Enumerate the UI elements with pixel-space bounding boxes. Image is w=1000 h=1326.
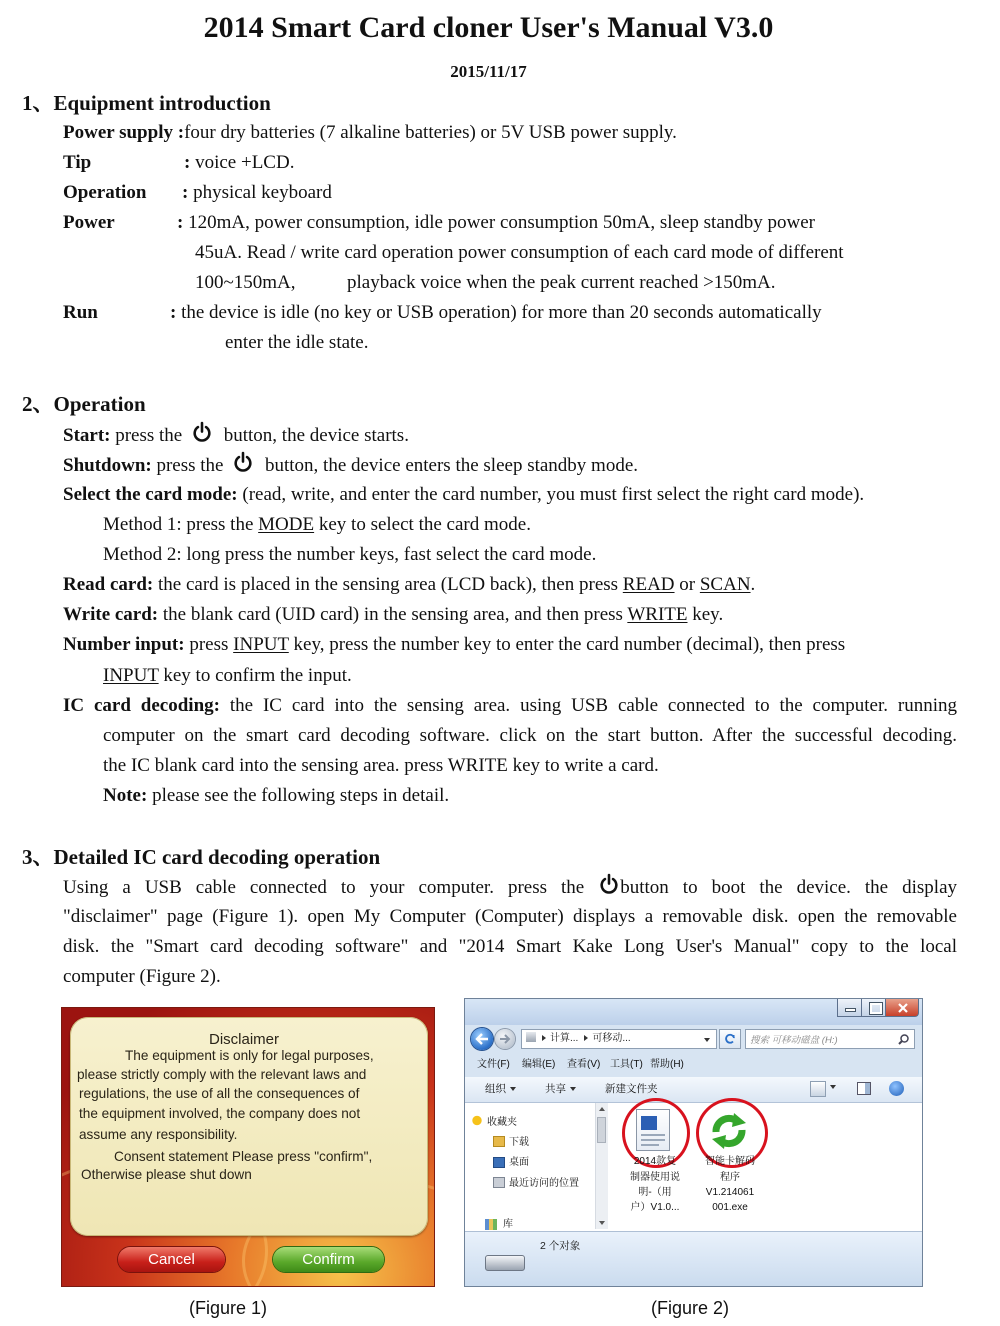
menu-file[interactable]: 文件(F) [477,1059,510,1070]
search-icon [898,1034,909,1045]
note-row [103,781,449,811]
file-item[interactable] [636,1109,670,1151]
nav-item-favorites[interactable]: 收藏夹 [487,1117,517,1128]
organize-label: 组织 [485,1083,506,1095]
power-text: 120mA, power consumption, idle power consumption 50mA, sleep standby power [183,212,815,233]
scroll-up-icon[interactable] [599,1107,605,1111]
chevron-down-icon [510,1087,516,1091]
write-card-after: key. [687,604,724,625]
operation-value-cell [182,178,332,208]
ic-decoding-label: IC card decoding: [63,695,220,716]
scrollbar-thumb[interactable] [597,1117,606,1143]
tip-colon: : [184,152,191,173]
cancel-button[interactable]: Cancel [118,1247,225,1272]
menu-tools[interactable]: 工具(T) [610,1059,643,1070]
recent-places-icon [493,1177,505,1188]
power-icon [191,421,213,443]
organize-button[interactable] [485,1081,516,1097]
power-value-cell [177,208,815,238]
power-text-line-3a: 100~150mA, [195,272,296,293]
run-text: the device is idle (no key or USB operation) for more than 20 seconds automatically [176,302,822,323]
run-label-cell [63,298,98,328]
menu-edit[interactable]: 编辑(E) [522,1059,556,1070]
chevron-down-icon[interactable] [704,1038,710,1042]
disclaimer-line: The equipment is only for legal purposes, [125,1048,374,1063]
new-folder-button[interactable]: 新建文件夹 [605,1083,658,1095]
ic-decoding-line-1: the IC card into the sensing area. using USB cable connected to the computer. running [219,695,957,716]
input-key: INPUT [233,634,289,655]
section-3-line-1-after: button to boot the device. the display [620,877,957,898]
page-title: 2014 Smart Card cloner User's Manual V3.0 [203,11,774,44]
shutdown-text-after: button, the device enters the sleep standby mode. [260,455,639,476]
section-3-heading: 3、Detailed IC card decoding operation [22,845,381,869]
forward-button[interactable] [495,1029,515,1049]
shutdown-row [63,451,638,481]
word-document-icon [641,1116,657,1130]
download-folder-icon [493,1136,505,1147]
tip-label-cell [63,148,91,178]
power-label-cell [63,208,115,238]
drive-mini-icon [526,1032,536,1042]
operation-colon: : [182,182,189,203]
breadcrumb-item[interactable]: 计算... [550,1033,579,1044]
select-mode-text: (read, write, and enter the card number, you must first select the right card mode). [237,484,865,505]
power-icon [232,451,254,473]
file-name-line: 制器使用说 [630,1172,680,1183]
close-button[interactable] [885,999,919,1017]
read-card-before: the card is placed in the sensing area (LCD back), then press [153,574,623,595]
start-label: Start: [63,425,111,446]
command-toolbar [465,1077,922,1103]
ic-decoding-line-3: the IC blank card into the sensing area. press WRITE key to write a card. [103,755,659,776]
figure-2-caption: (Figure 2) [650,1298,730,1318]
select-mode-row [63,480,864,510]
status-item-count: 2 个对象 [540,1240,581,1252]
figure-2-explorer-window [465,999,922,1286]
address-bar[interactable] [521,1029,717,1049]
operation-label: Operation [63,182,147,203]
number-input-label: Number input: [63,634,185,655]
power-text-line-3b: playback voice when the peak current reached >150mA. [347,272,776,293]
menu-help[interactable]: 帮助(H) [650,1059,684,1070]
run-value-cell [170,298,822,328]
search-input[interactable] [750,1033,890,1049]
figure-1-caption: (Figure 1) [188,1298,268,1318]
run-label: Run [63,302,98,323]
read-card-row [63,570,755,600]
shutdown-label: Shutdown: [63,455,152,476]
tip-value-cell [184,148,294,178]
libraries-icon [485,1219,497,1230]
chevron-down-icon [570,1087,576,1091]
nav-item-libraries[interactable]: 库 [503,1219,513,1230]
file-name-line: 户）V1.0... [630,1202,680,1213]
minimize-button[interactable] [837,999,862,1017]
read-card-after: . [750,574,756,595]
breadcrumb-item[interactable]: 可移动... [592,1033,631,1044]
input-key: INPUT [103,665,159,686]
desktop-icon [493,1157,505,1168]
back-button[interactable] [471,1028,493,1050]
section-3-line-1 [63,873,957,903]
disclaimer-title: Disclaimer [208,1031,279,1048]
number-input-before: press [184,634,234,655]
power-supply-label: Power supply : [63,122,185,143]
disclaimer-line: assume any responsibility. [79,1127,238,1142]
maximize-button[interactable] [861,999,886,1017]
view-options-icon[interactable] [810,1081,826,1097]
tip-label: Tip [63,152,92,173]
search-box[interactable] [745,1029,915,1049]
share-label: 共享 [545,1083,566,1095]
help-icon[interactable] [889,1081,904,1096]
forward-arrow-icon [499,1034,511,1044]
write-key: WRITE [627,604,688,625]
document-date: 2015/11/17 [450,62,527,81]
disclaimer-panel [70,1017,428,1236]
scan-key: SCAN [699,574,751,595]
number-input-line-2-after: key to confirm the input. [158,665,352,686]
power-text-line-2: 45uA. Read / write card operation power consumption of each card mode of different [195,242,844,263]
power-label: Power [63,212,115,233]
method-1-row [103,510,531,540]
write-card-row [63,600,723,630]
ic-decoding-row [63,691,957,721]
nav-scrollbar[interactable] [595,1103,608,1229]
operation-label-cell [63,178,146,208]
number-input-line-2 [103,661,352,691]
back-arrow-icon [475,1033,489,1045]
share-button[interactable] [545,1081,576,1097]
preview-pane-icon[interactable] [857,1082,871,1095]
section-3-line-2: "disclaimer" page (Figure 1). open My Computer (Computer) displays a removable disk. open the removable [63,906,957,927]
breadcrumb-chevron-icon [584,1035,588,1041]
chevron-down-icon[interactable] [830,1085,836,1089]
figure-1-disclaimer-screen [62,1008,434,1286]
star-icon [471,1115,483,1126]
refresh-button[interactable] [719,1029,741,1049]
read-card-label: Read card: [63,574,154,595]
disclaimer-line: Otherwise please shut down [81,1167,252,1182]
section-3-line-4: computer (Figure 2). [63,966,221,987]
file-name-line: 2014款复 [633,1156,677,1167]
write-card-label: Write card: [63,604,159,625]
menu-view[interactable]: 查看(V) [567,1059,601,1070]
select-mode-label: Select the card mode: [63,484,238,505]
file-name-line: 明-（用 [638,1187,672,1198]
operation-text: physical keyboard [188,182,332,203]
file-item[interactable] [707,1109,751,1153]
disclaimer-line: Consent statement Please press "confirm", [114,1149,373,1164]
confirm-button[interactable]: Confirm [273,1247,384,1272]
nav-item-recent-places[interactable]: 最近访问的位置 [509,1178,579,1189]
power-supply-row [63,118,677,148]
green-arrows-program-icon [707,1109,751,1153]
method-2-row: Method 2: long press the number keys, fast select the card mode. [103,544,597,565]
start-text-after: button, the device starts. [219,425,409,446]
section-1-heading: 1、Equipment introduction [22,91,271,115]
disclaimer-line: regulations, the use of all the consequences of [79,1086,360,1101]
mode-key: MODE [258,514,315,535]
section-3-line-1-before: Using a USB cable connected to your computer. press the [63,877,585,898]
removable-drive-icon [485,1255,525,1271]
file-name-line: 智能卡解码 [705,1156,755,1167]
number-input-after: key, press the number key to enter the card number (decimal), then press [288,634,846,655]
ic-decoding-line-2: computer on the smart card decoding software. click on the start button. After the successful decoding. [103,725,957,746]
power-icon [598,873,620,895]
file-name-line: V1.214061 [705,1187,755,1198]
refresh-icon [724,1033,736,1045]
shutdown-text-before: press the [151,455,229,476]
power-supply-text: four dry batteries (7 alkaline batteries) or 5V USB power supply. [184,122,677,143]
file-name-line: 001.exe [712,1202,748,1213]
note-label: Note: [103,785,148,806]
section-2-heading: 2、Operation [22,392,146,416]
disclaimer-line: please strictly comply with the relevant laws and [77,1067,367,1082]
section-3-line-3: disk. the "Smart card decoding software" and "2014 Smart Kake Long User's Manual" copy to the local [63,936,957,957]
read-card-mid: or [674,574,700,595]
write-card-before: the blank card (UID card) in the sensing area, and then press [158,604,628,625]
scroll-down-icon[interactable] [599,1221,605,1225]
number-input-row [63,630,845,660]
tip-text: voice +LCD. [190,152,295,173]
nav-item-downloads[interactable]: 下载 [509,1137,529,1148]
breadcrumb-chevron-icon [542,1035,546,1041]
power-colon: : [177,212,184,233]
method-1-before: Method 1: press the [103,514,259,535]
file-name-line: 程序 [720,1172,740,1183]
start-text-before: press the [110,425,187,446]
status-bar [465,1231,922,1286]
run-colon: : [170,302,177,323]
run-text-line-2: enter the idle state. [225,332,369,353]
nav-item-desktop[interactable]: 桌面 [509,1157,529,1168]
note-text: please see the following steps in detail. [147,785,450,806]
start-row [63,421,409,451]
method-1-after: key to select the card mode. [314,514,531,535]
disclaimer-line: the equipment involved, the company does not [79,1106,361,1121]
read-key: READ [622,574,675,595]
